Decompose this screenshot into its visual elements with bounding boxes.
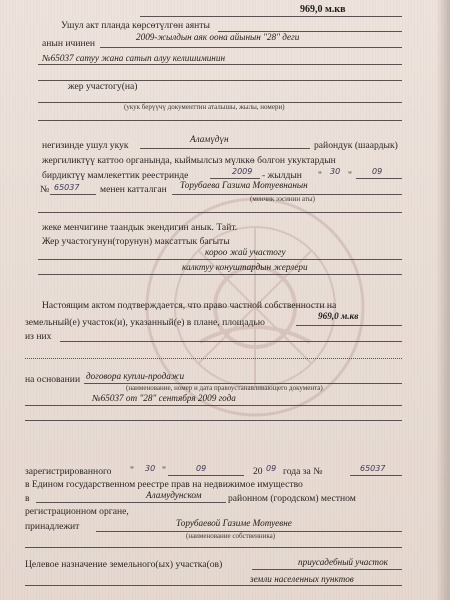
ru-p1d: из них <box>25 331 52 342</box>
kg-line11: короо жай участогу <box>205 247 286 257</box>
kg-line8b: 65037 <box>54 183 80 192</box>
kg-line7e: 30 <box>330 167 341 176</box>
page-fold-shadow <box>436 0 450 600</box>
kg-line8a: № <box>40 184 50 195</box>
ru-p3h: года за № <box>283 466 323 477</box>
kg-line7b: 2009 <box>232 167 253 176</box>
kg-line1: Ушул акт планда көрсөтүлгөн аянты <box>61 20 210 31</box>
rule <box>25 420 402 421</box>
rule <box>252 569 402 570</box>
ru-caption4: (наименование собственника) <box>186 532 276 540</box>
kg-line5c: райондук (шаардык) <box>314 140 398 151</box>
rule <box>38 120 402 121</box>
kg-line8c: менен катталган <box>100 184 167 195</box>
rule <box>25 358 402 359</box>
kg-line2b: 2009-жылдын аяк оона айынын "28" деги <box>136 32 300 42</box>
rule <box>50 194 96 195</box>
ru-p1b: земельный(е) участок(и), указанный(е) в плане, площадью <box>25 317 265 328</box>
rule <box>140 16 402 17</box>
ru-caption3: (наименование, номер и дата правоустанавливающего документа) <box>126 384 323 392</box>
rule <box>38 274 402 275</box>
ru-p8a: Целевое назначение земельного(ых) участка(ов) <box>25 559 223 570</box>
ru-p8b: приусадебный участок <box>298 557 388 567</box>
rule <box>356 178 402 179</box>
kg-line4: жер участогу(на) <box>68 81 138 92</box>
kg-line10: Жер участогунун(торунун) максаттык багыты <box>42 236 230 247</box>
ru-p1a: Настоящим актом подтверждается, что право частной собственности на <box>42 300 337 311</box>
rule <box>168 475 244 476</box>
ru-p5a: в <box>25 493 30 504</box>
ru-p3i: 65037 <box>360 464 386 473</box>
ru-p3c: 30 <box>145 464 156 473</box>
ru-p3e: 09 <box>196 464 207 473</box>
kg-caption1: (укук берүүчү документтин аталышы, жылы, номери) <box>124 103 285 111</box>
rule <box>100 47 402 48</box>
rule <box>38 212 402 213</box>
rule <box>60 341 402 342</box>
kg-line9: жеке менчигине таандык экендигин анык. Тайт. <box>42 222 238 233</box>
kg-line7d: " <box>318 170 322 181</box>
kg-caption2: (менчик ээсинин аты) <box>250 195 315 203</box>
rule <box>25 585 402 586</box>
ru-p2a: на основании <box>25 374 81 385</box>
ru-p5b: Аламудунском <box>146 490 202 500</box>
ru-p1c: 969,0 м.кв <box>318 311 359 321</box>
ru-p2b: договора купли-продажи <box>86 371 185 381</box>
rule <box>38 64 402 65</box>
ru-p3a: зарегистрированного <box>25 466 112 477</box>
area-top-value: 969,0 м.кв <box>300 4 346 15</box>
kg-line5b: Аламүдүн <box>190 134 229 144</box>
kg-line7c: - жылдын <box>262 170 302 181</box>
rule <box>38 259 402 260</box>
kg-line3: №65037 сатуу жана сатып алуу келишиминин <box>42 53 226 63</box>
kg-line7a: бирдиктүү мамлекеттик реестринде <box>42 170 189 181</box>
ru-p7a: принадлежит <box>25 521 80 532</box>
rule <box>25 547 402 548</box>
rule <box>210 178 260 179</box>
rule <box>25 405 402 406</box>
kg-line5a: негизинде ушул укук <box>42 140 129 151</box>
kg-line8d: Торубаева Газима Мотуевнанын <box>180 180 308 190</box>
ru-p4: в Едином государственном реестре прав на недвижимое имущество <box>25 479 303 490</box>
kg-line12: калктуу конуштардын жерлери <box>182 262 308 272</box>
kg-line2a: анын ичинен <box>42 38 95 49</box>
ru-p3g: 09 <box>266 464 277 473</box>
ru-p5c: районном (городском) местном <box>228 493 356 504</box>
ru-p2c: №65037 от "28" сентября 2009 года <box>92 393 236 403</box>
ru-p6: регистрационном органе, <box>25 506 129 517</box>
ru-p7b: Торубаевой Газиме Мотуевне <box>176 518 292 528</box>
ru-p3b: " <box>130 465 134 476</box>
rule <box>296 325 402 326</box>
ru-p9: земли населенных пунктов <box>250 574 354 584</box>
rule <box>36 502 226 503</box>
ru-p3d: " <box>162 465 166 476</box>
rule <box>140 148 310 149</box>
kg-line7f: " <box>348 170 352 181</box>
ru-p3f: 20 <box>253 466 263 477</box>
rule <box>350 475 402 476</box>
kg-line6: жергиликтүү каттоо органында, кыймылсыз мүлккө болгон укуктардын <box>42 155 336 166</box>
kg-line7g: 09 <box>372 167 383 176</box>
